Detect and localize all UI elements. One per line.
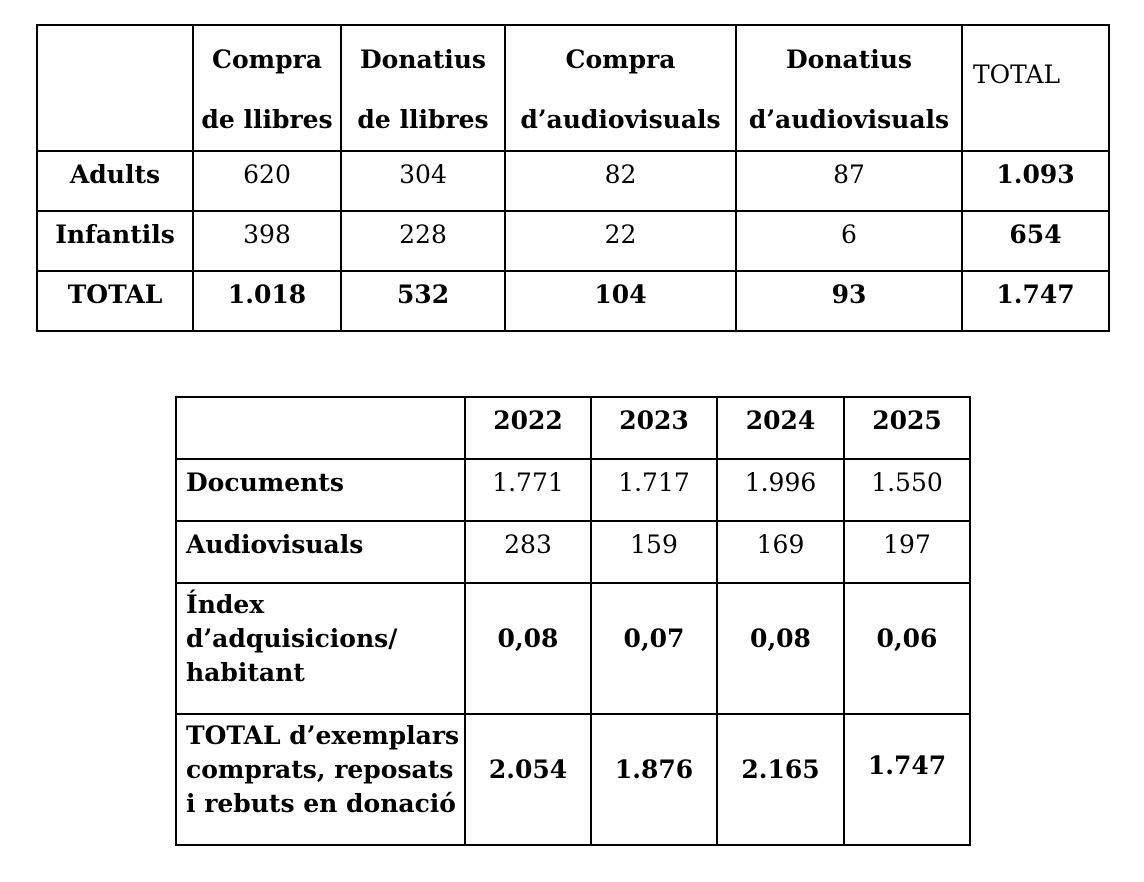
- table1-header-cell: Compra de llibres: [193, 25, 341, 151]
- table2-row-label: Audiovisuals: [176, 521, 465, 583]
- table2-row-label: Índex d’adquisicions/ habitant: [176, 583, 465, 714]
- table1-cell: 228: [341, 211, 505, 271]
- table2-row-label: TOTAL d’exemplars comprats, reposats i rebuts en donació: [176, 714, 465, 845]
- table1-header-empty: [37, 25, 193, 151]
- table2-cell: 0,06: [844, 583, 970, 714]
- table1-cell: 1.018: [193, 271, 341, 331]
- table1-cell: 82: [505, 151, 736, 211]
- table2-row-index: [176, 583, 970, 714]
- table1-row-label: Infantils: [37, 211, 193, 271]
- table2-cell: 2.165: [717, 714, 844, 845]
- table1-header-cell: Donatius de llibres: [341, 25, 505, 151]
- table1-header-cell: Donatius d’audiovisuals: [736, 25, 962, 151]
- acquisitions-by-type-table: [36, 24, 1110, 332]
- table1-row-adults: [37, 151, 1109, 211]
- table1-cell: 22: [505, 211, 736, 271]
- table1-cell: 104: [505, 271, 736, 331]
- table2-header-year: 2024: [717, 397, 844, 459]
- table2-header-empty: [176, 397, 465, 459]
- table2-cell: 1.717: [591, 459, 717, 521]
- table1-header-cell: Compra d’audiovisuals: [505, 25, 736, 151]
- table2-cell: 0,08: [717, 583, 844, 714]
- table1-row-total: [37, 271, 1109, 331]
- table1-row-total: 654: [962, 211, 1109, 271]
- table1-cell: 93: [736, 271, 962, 331]
- table2-row-label: Documents: [176, 459, 465, 521]
- table2-header-row: [176, 397, 970, 459]
- table2-cell: 1.550: [844, 459, 970, 521]
- table1-header-total: TOTAL: [962, 25, 1109, 151]
- table2-cell: 169: [717, 521, 844, 583]
- table2-row-audiovisuals: [176, 521, 970, 583]
- table2-cell: 1.771: [465, 459, 591, 521]
- table2-cell: 1.996: [717, 459, 844, 521]
- table1-row-label: Adults: [37, 151, 193, 211]
- table2-cell: 2.054: [465, 714, 591, 845]
- table2-header-year: 2022: [465, 397, 591, 459]
- table2-cell: 0,07: [591, 583, 717, 714]
- table1-row-infantils: [37, 211, 1109, 271]
- table2-header-year: 2023: [591, 397, 717, 459]
- table1-cell: 304: [341, 151, 505, 211]
- table1-row-total: 1.093: [962, 151, 1109, 211]
- table1-cell: 6: [736, 211, 962, 271]
- table2-header-year: 2025: [844, 397, 970, 459]
- table1-cell: 87: [736, 151, 962, 211]
- table2-row-documents: [176, 459, 970, 521]
- table2-cell: 1.747: [844, 714, 970, 845]
- table1-row-label: TOTAL: [37, 271, 193, 331]
- table2-cell: 1.876: [591, 714, 717, 845]
- table2-cell: 159: [591, 521, 717, 583]
- table1-cell: 398: [193, 211, 341, 271]
- table1-grand-total: 1.747: [962, 271, 1109, 331]
- table2-cell: 197: [844, 521, 970, 583]
- table2-row-total: [176, 714, 970, 845]
- table1-header-row: [37, 25, 1109, 151]
- table2-cell: 283: [465, 521, 591, 583]
- acquisitions-by-year-table: [175, 396, 971, 846]
- table1-cell: 532: [341, 271, 505, 331]
- table2-cell: 0,08: [465, 583, 591, 714]
- table1-cell: 620: [193, 151, 341, 211]
